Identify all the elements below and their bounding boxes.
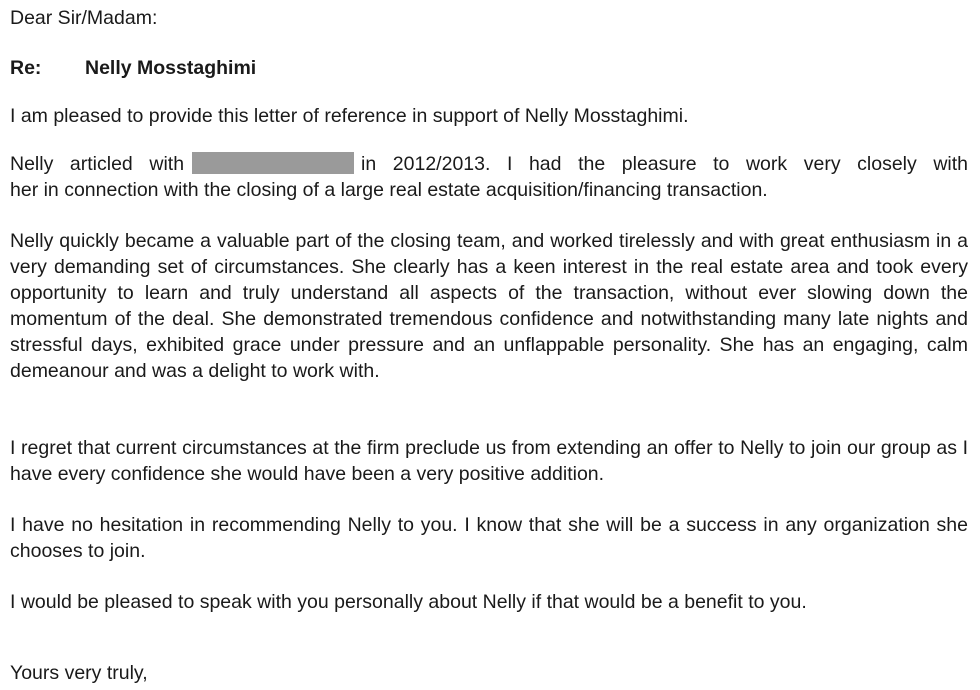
salutation: Dear Sir/Madam: xyxy=(10,7,158,29)
redacted-firm-name xyxy=(192,152,354,174)
articling-text-before: Nelly articled with xyxy=(10,153,185,175)
paragraph-articling-line-1 xyxy=(10,151,968,177)
paragraph-performance: Nelly quickly became a valuable part of the closing team, and worked tirelessly and with great enthusiasm in a very demanding set of circumstances. She clearly has a keen interest in the real estate area and took every opportunity to learn and truly understand all aspects of the transaction, without ever slowing down the momentum of the deal. She demonstrated tremendous confidence and notwithstanding many late nights and stressful days, exhibited grace under pressure and an unflappable personality. She has an engaging, calm demeanour and was a delight to work with. xyxy=(10,230,968,382)
subject-label: Re: xyxy=(10,57,42,79)
subject-name: Nelly Mosstaghimi xyxy=(85,57,257,79)
paragraph-articling xyxy=(10,151,968,203)
paragraph-regret: I regret that current circumstances at the firm preclude us from extending an offer to Nelly to join our group as I have every confidence she would have been a very positive addition. xyxy=(10,437,968,485)
closing: Yours very truly, xyxy=(10,662,148,684)
paragraph-intro: I am pleased to provide this letter of reference in support of Nelly Mosstaghimi. xyxy=(10,105,689,127)
paragraph-recommendation: I have no hesitation in recommending Nelly to you. I know that she will be a success in any organization she chooses to join. xyxy=(10,514,968,562)
subject-line xyxy=(10,55,256,81)
paragraph-contact-offer: I would be pleased to speak with you personally about Nelly if that would be a benefit to you. xyxy=(10,591,807,613)
articling-text-after: in 2012/2013. I had the pleasure to work very closely with xyxy=(361,153,969,175)
paragraph-articling-line-2: her in connection with the closing of a large real estate acquisition/financing transaction. xyxy=(10,179,768,201)
